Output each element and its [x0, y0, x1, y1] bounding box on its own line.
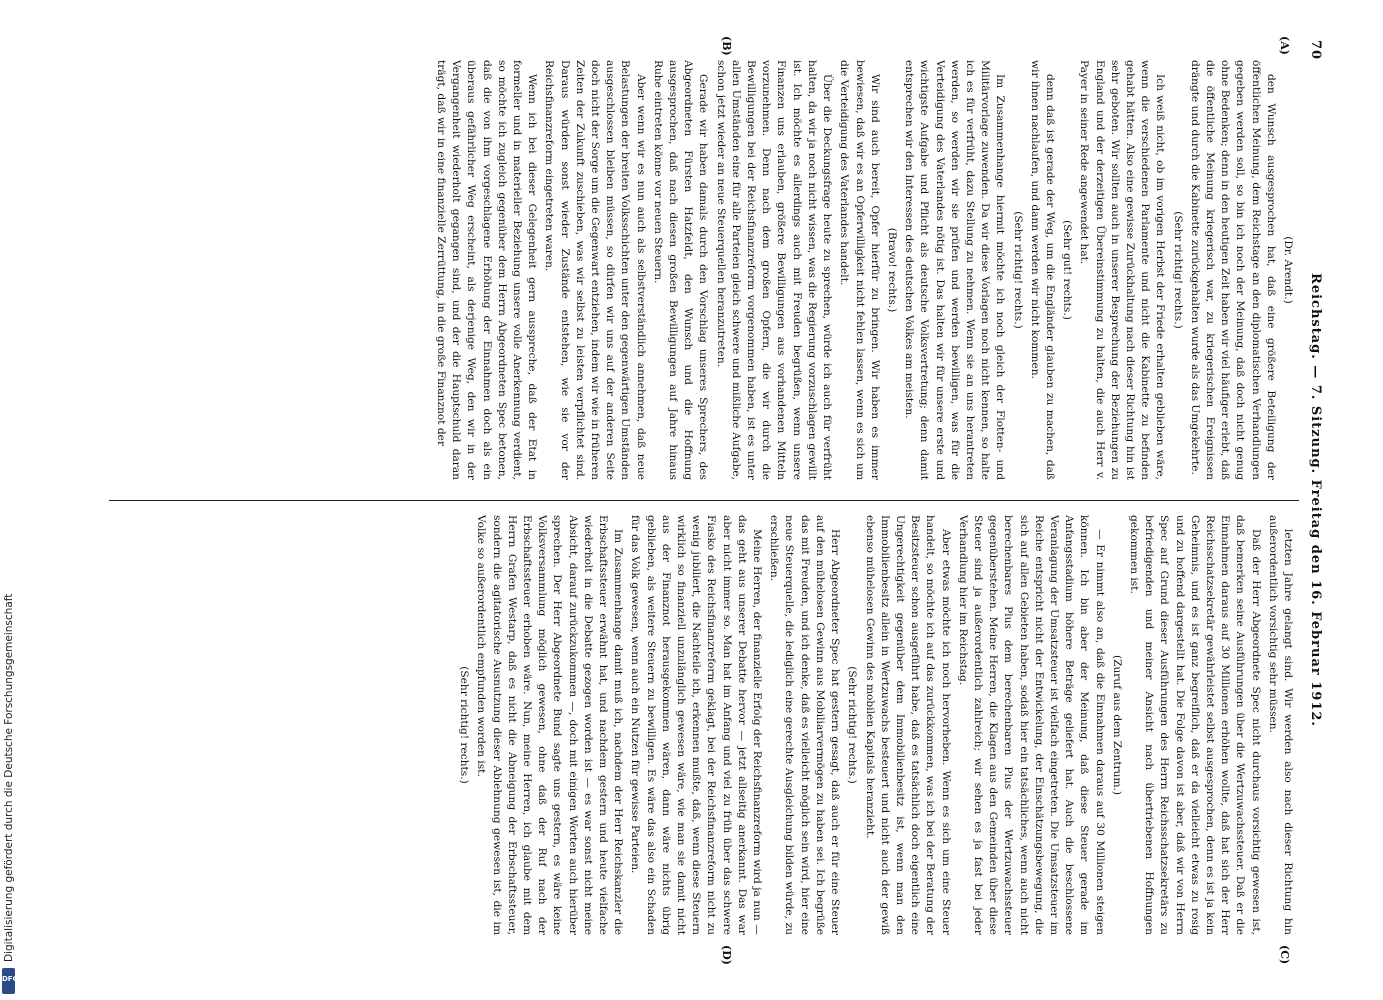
- page-header: [1301, 40, 1323, 960]
- paragraph: (Dr. Arendt.): [1282, 236, 1294, 304]
- margin-mark-c: (C): [1278, 945, 1291, 965]
- dfg-logo-text: DFG: [2, 975, 19, 983]
- paragraph: Über die Deckungsfrage heute zu sprechen, würde ich auch für verfrüht halten, da wir ja noch nicht wissen, was die Regierung vorzuschlagen gewillt ist. Ich möchte es allerdings auch mit Freuden begrüßen, wenn unsere Finanzen uns erlauben, größere Bewilligungen aus vorhandenen Mitteln vorzunehmen. Denn nach dem großen Opfern, die wir durch die Bewilligungen bei der Reichsfinanzreform vorgenommen haben, ist es unter allen Umständen eine für alle Parteien gleich schwere und mißliche Aufgabe, schon jetzt wieder an neue Steuerquellen heranzutreten.: [714, 60, 834, 480]
- left-text-column: [115, 60, 1295, 480]
- paragraph: Im Zusammenhange damit muß ich, nachdem der Herr Reichskanzler die Erbschaftssteuer erwähnt hat, und nachdem gestern und heute vielfache wiederholt in die Debatte gezogen worden ist — es war sonst nicht meine Absicht, darauf zurückzukommen —, doch mit einigen Worten auch hierüber sprechen. Der Herr Abgeordnete Bund sagte uns gestern, es wäre keine Volksversammlung möglich gewesen, ohne daß der Ruf nach der Erbschaftssteuer erhoben wäre. Nun, meine Herren, ich glaube mit dem Herrn Grafen Westarp, daß es nicht die Abneigung der Erbschaftssteuer, sondern die agitatorische Ausnutzung dieser Ablehnung gewesen ist, die im Volke so außerordentlich empfunden worden ist.: [475, 515, 625, 935]
- paragraph: Herr Abgeordneter Spec hat gestern gesagt, daß auch er für eine Steuer auf den mühelosen Gewinn aus Mobiliarvermögen zu haben sei. Ich begrüße das mit Freuden, und ich denke, daß es vielleicht möglich sein wird, hier eine neue Steuerquelle, die lediglich eine gerechte Ausgleichung bilden würde, zu erschließen.: [768, 515, 842, 935]
- paragraph: Aber etwas möchte ich noch hervorheben. Wenn es sich um eine Steuer handelt, so möchte ich auf das zurückkommen, was ich bei der Beratung der Besitzsteuer schon ausgeführt habe, daß es tatsächlich doch eigentlich eine Ungerechtigkeit gegenüber dem Immobilienbesitz ist, wenn man den Immobilienbesitz allein in Wertzuwachs besteuert und nicht auch der gewiß ebenso mühelosen Gewinn des mobilen Kapitals heranzieht.: [863, 515, 952, 935]
- paragraph: Aber wenn wir es nun auch als selbstverständlich annehmen, daß neue Belastungen der breiten Volksschichten unter den gegenwärtigen Umständen ausgeschlossen bleiben müssen, so dürfen wir uns auf der anderen Seite doch nicht der Sorge um die Gegenwart entziehen, indem wir wie in früheren Zeiten der Zukunft zuschieben, was wir selbst zu leisten verpflichtet sind. Daraus würden sonst wieder Zustände entstehen, wie sie vor der Reichsfinanzreform eingetreten waren.: [543, 60, 647, 480]
- paragraph: letzten Jahre gelangt sind. Wir werden also nach dieser Richtung hin außerordentlich vorsichtig sehr müssen.: [1266, 515, 1294, 935]
- side-strip: [0, 0, 20, 1000]
- paragraph: (Sehr gut! rechts.): [1061, 220, 1074, 320]
- paragraph: Ich weiß nicht, ob im vorigen Herbst der Friede erhalten geblieben wäre, wenn die verschiedenen Parlamente und nicht die Kabinette zu befinden gehabt hätten. Also eine gewisse Zurückhaltung nach dieser Richtung hin ist sehr geboten. Wir sollten auch in unserer Besprechung der Beziehungen zu England und der derzeitigen Übereinstimmung zu halten, die auch Herr v. Payer in seiner Rede angewendet hat.: [1078, 60, 1167, 480]
- paragraph: Im Zusammenhange hiermit möchte ich noch gleich der Flotten- und Militärvorlage zuwenden. Da wir diese Vorlagen noch nicht kennen, so halte ich es für verfrüht, dazu Stellung zu nehmen. Wenn sie an uns herantreten werden, so werden wir sie prüfen und werden bewilligen, was für die Verteidigung des Vaterlandes nötig ist. Das halten wir für unsere erste und wichtigste Aufgabe und Pflicht als deutsche Volksvertretung; denn damit entsprechen wir den Interessen des deutschen Volkes am meisten.: [903, 60, 1007, 480]
- paragraph: — Er nimmt also an, daß die Einnahmen daraus auf 30 Millionen steigen können. Ich bin aber der Meinung, daß diese Steuer gerade im Anfangsstadium höhere Beträge geliefert hat. Auch die beschlossene Veranlagung der Umsatzsteuer ist vielfach eingetreten. Die Umsatzsteuer im Reiche entspricht nicht der Entwickelung, der Einschätzungsbewegung, die sich auf allen Gebieten haben, sodaß hier ein tatsächliches, wenn auch nicht berechenbares Plus dem berechenbaren Plus der Wertzuwachssteuer gegenüberstehen. Meine Herren, die Klagen aus den Gemeinden über diese Steuer sind ja außerordentlich zahlreich; wir sehen es ja fast bei jeder Verhandlung hier im Reichstag.: [956, 515, 1106, 935]
- paragraph: (Sehr richtig! rechts.): [846, 666, 859, 784]
- paragraph: Daß der Herr Abgeordnete Spec nicht durchaus vorsichtig gewesen ist, daß bemerken seine Ausführungen über die Wertzuwachssteuer. Daß er die Einnahmen daraus auf 30 Millionen erhöhen wollte, daß hat sich der Herr Reichsschatzsekretär gewährleistet selbst ausgesprochen, denn es ist ja kein Geheimnis, und es ist ganz begreiflich, daß er da vielleicht etwas zu rosig und zu hoffend dargestellt hat. Die Folge davon ist aber, daß wir von Herrn Spec auf Grund dieser Ausführungen des Herrn Reichsschatzsekretärs zu befriedigenden und meiner Ansicht nach übertriebenen Hoffnungen gekommen ist.: [1127, 515, 1262, 935]
- paragraph: (Sehr richtig! rechts.): [1171, 211, 1184, 329]
- running-title: Reichstag. — 7. Sitzung. Freitag den 16. Februar 1912.: [1308, 273, 1323, 727]
- paragraph: den Wunsch ausgesprochen hat, daß eine größere Beteiligung der öffentlichen Meinung, dem Reichstage an den diplomatischen Verhandlungen gegeben werden soll, so bin ich noch der Meinung, daß doch nicht genug ohne Bedenken; denn in den heutigen Zeit haben wir viel häufiger erlebt, daß die öffentliche Meinung kriegerisch war, zu kriegerischen Ereignissen drängte und durch die Kabinette zurückgehalten wurde als das Umgekehrte.: [1188, 60, 1277, 480]
- margin-mark-d: (D): [720, 945, 733, 965]
- paragraph: Gerade wir haben damals durch den Vorschlag unseres Sprechers, des Abgeordneten Fürsten Hatzfeldt, den Wunsch und die Hoffnung ausgesprochen, daß nach diesen großen Bewilligungen auf Jahre hinaus Ruhe eintreten könne vor neuen Steuern.: [651, 60, 710, 480]
- margin-mark-b: (B): [720, 36, 733, 56]
- paragraph: Wenn ich bei dieser Gelegenheit gern ausspreche, daß der Etat in formeller und in materieller Beziehung unsere volle Anerkennung verdient, so möchte ich zugleich gegenüber dem Herrn Abgeordneten Spec betonen, daß die von ihm vorgeschlagene Erhöhung der Einnahmen doch als ein überaus gefährlicher Weg erscheint, als derjenige Weg, den wir in der Vergangenheit wiederholt gegangen sind, und der die Hauptschuld daran trägt, daß wir in eine finanzielle Zerrüttung, in die große Finanznot der: [435, 60, 539, 480]
- digitization-credit: Digitalisierung gefördert durch die Deutsche Forschungsgemeinschaft: [3, 593, 15, 962]
- paragraph: (Sehr richtig! rechts.): [458, 666, 471, 784]
- paragraph: Meine Herren, der finanzielle Erfolg der Reichsfinanzreform wird ja nun — das geht aus unserer Debatte hervor — jetzt allseitig anerkannt. Das war aber nicht immer so. Man hat im Anfang und viel zu früh über das schwere Fiasko des Reichsfinanzreform geklagt, bei der Reichsfinanzreform nicht zu wenig jubiliert, die Nachteile ich, erkennen mußte, daß, wenn diese Steuern wirklich so finanziell unzulänglich gewesen wäre, wie man sie damit nicht aus der Finanznot herausgekommen wären, dann wäre nichts übrig geblieben, als weitere Steuern zu bewilligen. Es wäre das also ein Schaden für das Volk gewesen, wenn auch ein Nutzen für gewisse Parteien.: [629, 515, 764, 935]
- page-number: 70: [1308, 40, 1323, 61]
- margin-mark-a: (A): [1278, 36, 1291, 55]
- paragraph: Wir sind auch bereit, Opfer hierfür zu bringen. Wir haben es immer bewiesen, daß wir es an Opferwilligkeit nicht fehlen lassen, wenn es sich um die Verteidigung des Vaterlandes handelt.: [838, 60, 881, 480]
- right-text-column: [115, 515, 1295, 935]
- paragraph: (Zuruf aus dem Zentrum.): [1110, 654, 1123, 796]
- paragraph: (Bravo! rechts.): [885, 227, 898, 313]
- column-divider: [109, 500, 1299, 501]
- paragraph: denn daß ist gerade der Weg, um die Engländer glauben zu machen, daß wir ihnen nachlaufen, und dann werden wir nicht kommen.: [1028, 60, 1056, 480]
- paragraph: (Sehr richtig! rechts.): [1011, 211, 1024, 329]
- dfg-logo: [2, 968, 19, 994]
